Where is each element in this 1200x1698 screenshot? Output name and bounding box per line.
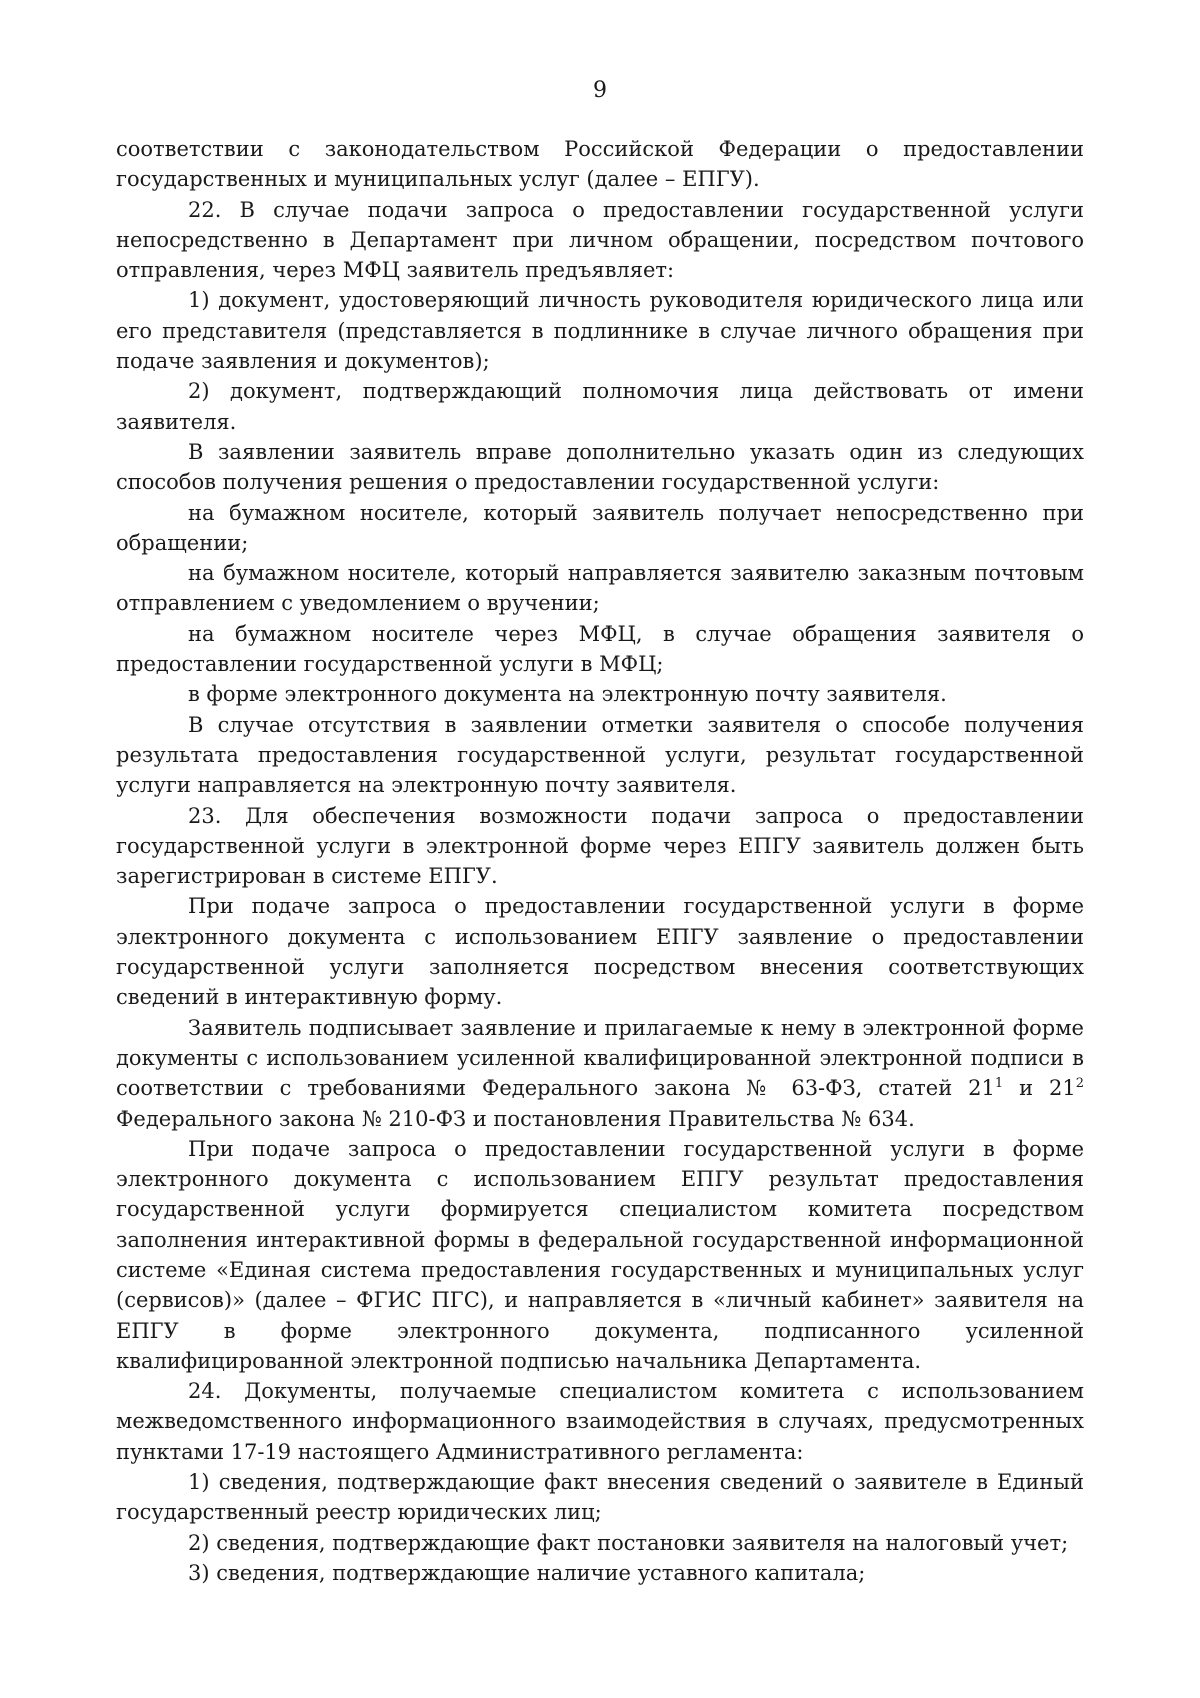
paragraph-item-24: 24. Документы, получаемые специалистом комитета с использованием межведомственного информационного взаимодействия в случаях, предусмотренных пунктами 17-19 настоящего Административного регламента: [116,1379,1084,1464]
signature-text-1: Заявитель подписывает заявление и прилагаемые к нему в электронной форме документы с использованием усиленной квалифицированной электронной подписи в соответствии с требованиями Федерального закона № 63-ФЗ, статей 21 [116,1015,1084,1101]
paragraph-method-paper-mfc: на бумажном носителе через МФЦ, в случае обращения заявителя о предоставлении государственной услуги в МФЦ; [116,621,1084,677]
paragraph-info-1: 1) сведения, подтверждающие факт внесения сведений о заявителе в Единый государственный реестр юридических лиц; [116,1470,1084,1525]
paragraph-signature [116,1013,1084,1134]
paragraph-item-23: 23. Для обеспечения возможности подачи запроса о предоставлении государственной услуги в электронной форме через ЕПГУ заявитель должен быть зарегистрирован в системе ЕПГУ. [116,803,1084,889]
paragraph-info-2: 2) сведения, подтверждающие факт постановки заявителя на налоговый учет; [188,1530,1069,1555]
paragraph-item-22: 22. В случае подачи запроса о предоставлении государственной услуги непосредственно в Департамент при личном обращении, посредством почтового отправления, через МФЦ заявитель предъявляет: [116,197,1084,283]
paragraph-result-epgu: При подаче запроса о предоставлении государственной услуги в форме электронного документа с использованием ЕПГУ результат предоставления государственной услуги формируется специалистом комитета посредством заполнения интерактивной формы в федеральной государственной информационной системе «Единая система предоставления государственных и муниципальных услуг (сервисов)» (далее – ФГИС ПГС), и направляется в «личный кабинет» заявителя на ЕПГУ в форме электронного документа, подписанного усиленной квалифицированной электронной подписью начальника Департамента. [116,1136,1084,1373]
paragraph-info-3: 3) сведения, подтверждающие наличие уставного капитала; [188,1560,866,1585]
paragraph-subitem-1: 1) документ, удостоверяющий личность руководителя юридического лица или его представителя (представляется в подлиннике в случае личного обращения при подаче заявления и документов); [116,288,1084,374]
paragraph-method-paper-mail: на бумажном носителе, который направляется заявителю заказным почтовым отправлением с уведомлением о вручении; [116,561,1084,616]
paragraph-subitem-2: 2) документ, подтверждающий полномочия лица действовать от имени заявителя. [116,379,1084,434]
paragraph-methods-intro: В заявлении заявитель вправе дополнительно указать один из следующих способов получения решения о предоставлении государственной услуги: [116,439,1084,495]
paragraph-epgu-form: При подаче запроса о предоставлении государственной услуги в форме электронного документа с использованием ЕПГУ заявление о предоставлении государственной услуги заполняется посредством внесения соответствующих сведений в интерактивную форму. [116,894,1084,1010]
paragraph-method-email: в форме электронного документа на электронную почту заявителя. [188,682,947,707]
page-number: 9 [593,78,607,103]
document-body [116,134,1084,1588]
paragraph-default-method: В случае отсутствия в заявлении отметки заявителя о способе получения результата предоставления государственной услуги, результат государственной услуги направляется на электронную почту заявителя. [116,712,1084,798]
paragraph-continuation: соответствии с законодательством Российской Федерации о предоставлении государственных и муниципальных услуг (далее – ЕПГУ). [116,137,1084,192]
superscript-1: 1 [994,1076,1004,1092]
signature-text-2: и 21 [1003,1076,1076,1101]
superscript-2: 2 [1075,1076,1084,1092]
paragraph-method-paper-direct: на бумажном носителе, который заявитель получает непосредственно при обращении; [116,500,1084,555]
signature-text-3: Федерального закона № 210-ФЗ и постановления Правительства № 634. [116,1106,915,1131]
